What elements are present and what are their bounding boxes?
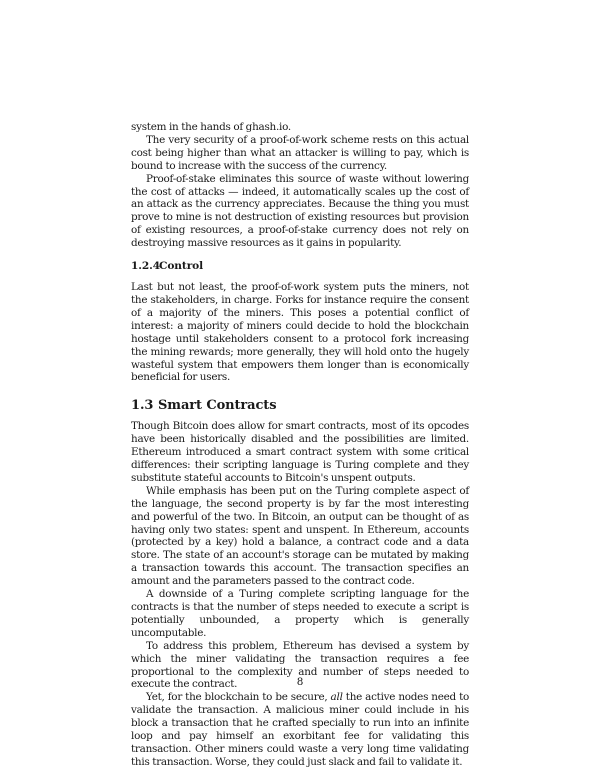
page-number: 8 — [296, 676, 304, 688]
paragraph-stateful-accounts: While emphasis has been put on the Turing complete aspect of the language, the second property is by far the most interesting and powerful of the two. In Bitcoin, an output can be thought of as having only two states: spent and unspent. In Ethereum, accounts (protected by a key) hold a balance, a contract code and a data store. The state of an account's storage can be mutated by making a transaction towards this account. The transaction specifies an amount and the parameters passed to the contract code. — [131, 484, 469, 588]
paragraph-bitcoin-opcodes: Though Bitcoin does allow for smart contracts, most of its opcodes have been historically disabled and the possibilities are limited. Ethereum introduced a smart contract system with some critical differences: their scripting language is Turing complete and they substitute stateful accounts to Bitcoin's unspent outputs. — [131, 420, 469, 484]
paragraph-turing-downside: A downside of a Turing complete scripting language for the contracts is that the number of steps needed to execute a script is potentially unbounded, a property which is generally uncomputable. — [131, 588, 469, 639]
paragraph-control: Last but not least, the proof-of-work system puts the miners, not the stakeholders, in charge. Forks for instance require the consent of a majority of the miners. This poses a potential conflict of interest: a majority of miners could decide to hold the blockchain hostage until stakeholders consent to a protocol fork increasing the mining rewards; more generally, they will hold onto the hugely wasteful system that empowers them longer than is economically beneficial for users. — [131, 281, 469, 384]
paragraph-ghash-continuation: system in the hands of ghash.io. — [131, 121, 291, 133]
page-body — [131, 121, 469, 769]
section-heading-smart-contracts — [131, 398, 469, 413]
paragraph-pos-waste: Proof-of-stake eliminates this source of waste without lowering the cost of attacks — indeed, it automatically scales up the cost of an attack as the currency appreciates. Because the thing you must prove to mine is not destruction of existing resources but provision of existing resources, a proof-of-stake currency does not rely on destroying massive resources as it gains in popularity. — [131, 172, 469, 250]
paragraph-validation-security — [131, 691, 469, 768]
section-number: 1.3 — [131, 398, 154, 414]
subsection-title: Control — [159, 260, 204, 273]
section-title: Smart Contracts — [158, 398, 277, 414]
subsection-number: 1.2.4 — [131, 260, 160, 273]
subsection-heading-control — [131, 260, 469, 273]
text-after-emphasis: the active nodes need to validate the transaction. A malicious miner could include in his block a transaction that he crafted specially to run into an infinite loop and pay himself an exorbitant fee for validating this transaction. Other miners could waste a very long time validating this transaction. Worse, they could just slack and fail to validate it. — [131, 691, 469, 768]
text-before-emphasis: Yet, for the blockchain to be secure, — [146, 691, 331, 704]
emphasis-all: all — [330, 691, 343, 704]
paragraph-fee-system: To address this problem, Ethereum has devised a system by which the miner validating the transaction requires a fee proportional to the complexity and number of steps needed to execute the contract. — [131, 639, 469, 691]
paragraph-pow-security: The very security of a proof-of-work scheme rests on this actual cost being higher than what an attacker is willing to pay, which is bound to increase with the success of the currency. — [131, 133, 469, 172]
